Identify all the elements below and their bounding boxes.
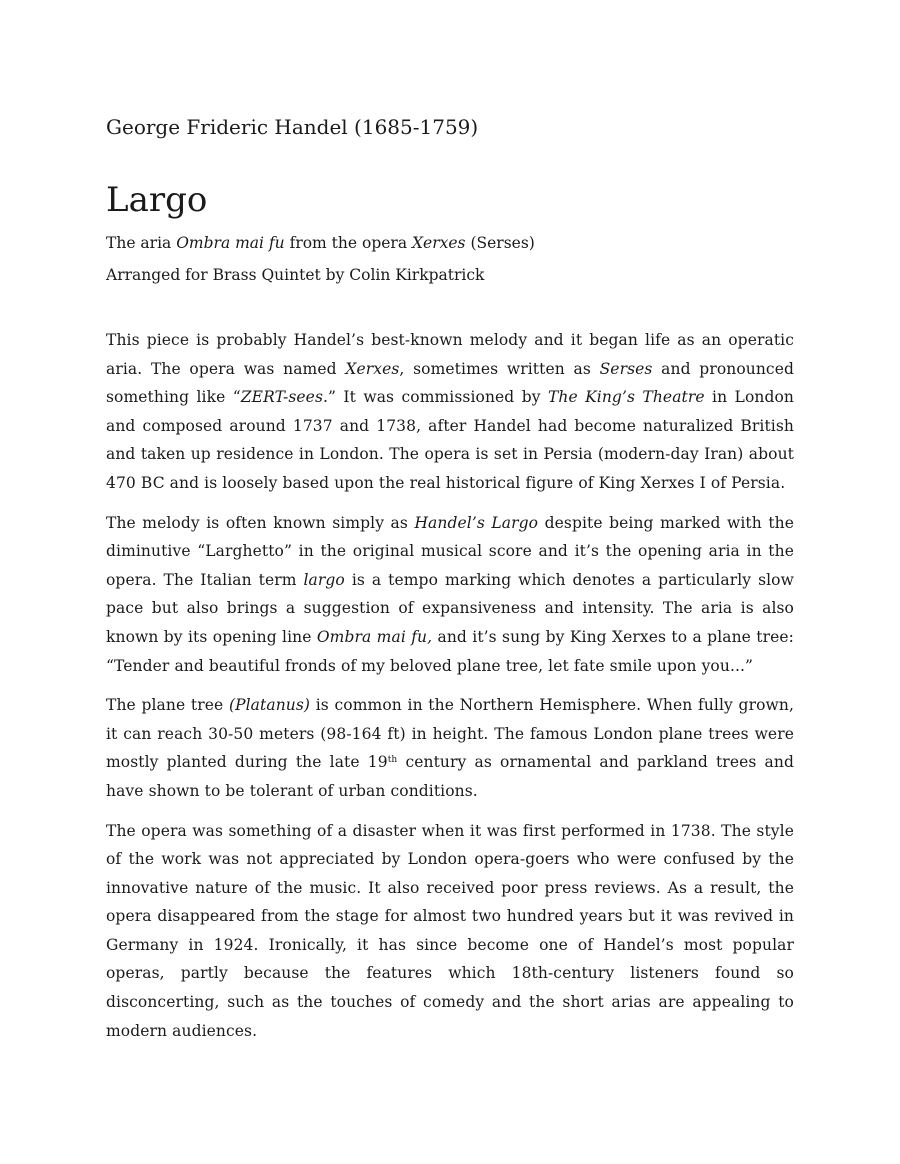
p2-text-a: The melody is often known simply as [106,513,415,532]
p1-text-c: , sometimes written as [399,359,600,378]
paragraph-2 [106,509,794,681]
p3-text-c: is common in the Northern Hemisphere. When fully grown, it can reach 30-50 meters (98-164 ft) in height. The famous London plane trees were mostly planted during the late 19 [106,696,794,772]
opera-name-italic: Xerxes [412,234,466,252]
composer-heading: George Frideric Handel (1685-1759) [106,115,479,139]
p1-italic-serses: Serses [599,359,653,378]
subtitle-arranger: Arranged for Brass Quintet by Colin Kirkpatrick [106,266,485,284]
paragraph-1 [106,326,794,498]
p2-text-c: despite being marked with the diminutive “Larghetto” in the original musical score and it’s the opening aria in the opera. The Italian term [106,513,795,589]
p2-text-g: and it’s sung by King Xerxes to a plane tree: “Tender and beautiful fronds of my beloved plane tree, let fate smile upon you...” [106,627,794,675]
p3-italic-platanus: (Platanus) [228,696,311,715]
p3-text-a: The plane tree [106,696,229,715]
p3-text-d: century as ornamental and parkland trees and have shown to be tolerant of urban conditions. [106,753,794,800]
p2-italic-handels-largo: Handel’s Largo [414,513,539,532]
p2-text-e: is a tempo marking which denotes a particularly slow pace but also brings a suggestion of expansiveness and intensity. The aria is also known by its opening line [106,570,794,646]
p2-italic-ombra: Ombra mai fu, [316,627,433,646]
subtitle-aria-text-3: (Serses) [465,234,535,252]
p1-text-i: in London and composed around 1737 and 1738, after Handel had become naturalized British and taken up residence in London. The opera is set in Persia (modern-day Iran) about 470 BC and is loosely based upon the real historical figure of King Xerxes I of Persia. [106,388,794,492]
body-text [106,326,794,1056]
page-title: Largo [106,180,208,220]
subtitle-aria-text-2: from the opera [284,234,413,252]
p3-superscript-th: th [387,755,398,766]
paragraph-3 [106,691,794,805]
p1-italic-pronunciation: ZERT-sees [240,388,323,407]
subtitle-aria [106,232,535,254]
p2-italic-largo: largo [303,570,345,589]
aria-name-italic: Ombra mai fu [176,234,285,252]
paragraph-4: The opera was something of a disaster when it was first performed in 1738. The style of the work was not appreciated by London opera-goers who were confused by the innovative nature of the music. It also received poor press reviews. As a result, the opera disappeared from the stage for almost two hundred years but it was revived in Germany in 1924. Ironically, it has since become one of Handel’s most popular operas, partly because the features which 18th-century listeners found so disconcerting, such as the touches of comedy and the short arias are appealing to modern audiences. [106,821,794,1040]
p1-text-g: .” It was commissioned by [323,388,548,407]
p1-italic-xerxes: Xerxes [345,359,400,378]
p1-text-a: This piece is probably Handel’s best-known melody and it began life as an operatic aria. The opera was named [106,331,794,378]
subtitle-aria-text-1: The aria [106,234,177,252]
p1-italic-theatre: The King’s Theatre [547,388,705,407]
p1-text-e: and pronounced something like “ [106,359,795,407]
